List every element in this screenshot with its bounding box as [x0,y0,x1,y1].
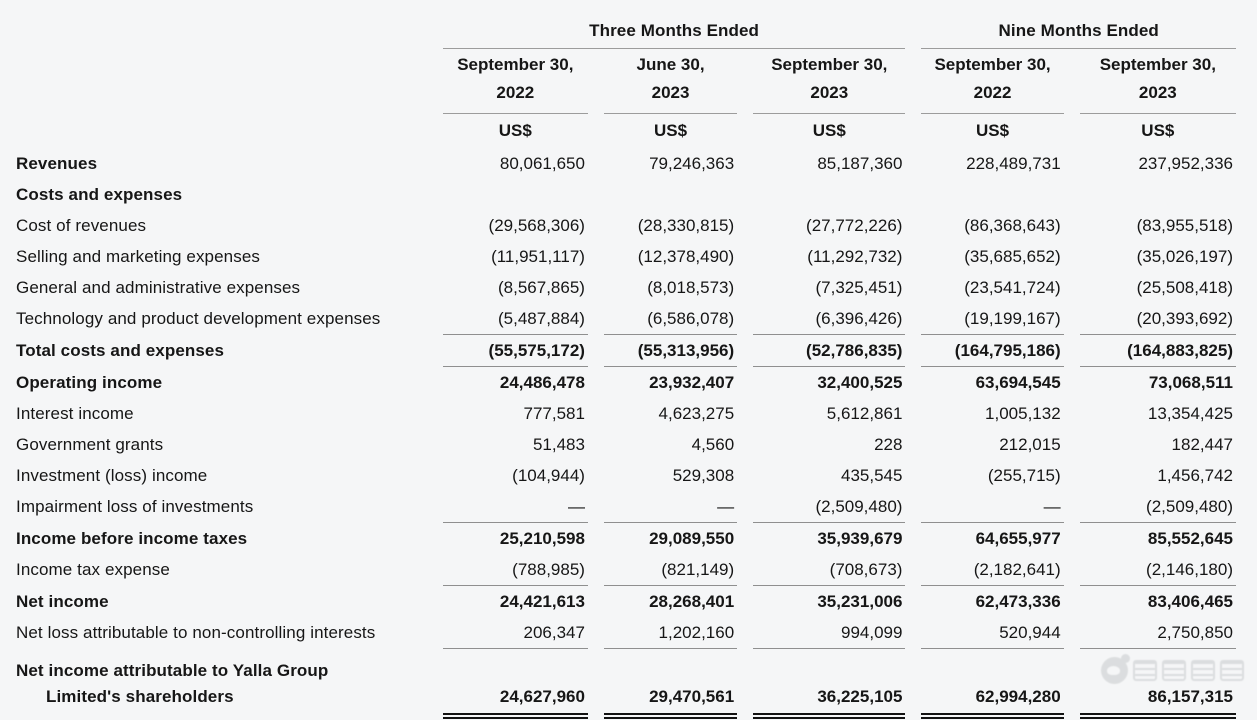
value-cell: (83,955,518) [1136,215,1233,235]
value-cell: (7,325,451) [815,277,903,297]
value-cell: 80,061,650 [499,153,585,173]
value-cell: 1,005,132 [985,403,1061,423]
table-row [16,649,1236,719]
row-label-text: Impairment loss of investments [16,497,254,516]
row-label [16,491,427,523]
date-line1: September 30, [1099,55,1216,74]
row-label [16,460,427,491]
value-cell: (20,393,692) [1080,303,1236,335]
date-line2: 2022 [973,83,1012,102]
value-cell: — [443,491,588,523]
value-cell: (23,541,724) [964,277,1061,297]
column-date-header [1080,49,1236,114]
value-cell: (6,396,426) [753,303,905,335]
row-label-text: Government grants [16,434,164,454]
value-cell: 32,400,525 [817,372,903,392]
currency-header: US$ [812,121,846,140]
value-cell: — [921,491,1063,523]
value-cell: (2,146,180) [1080,554,1236,586]
table-body [16,148,1236,719]
value-cell: 35,939,679 [817,528,903,548]
value-cell: 1,456,742 [1157,465,1233,485]
row-label [16,617,427,649]
value-cell: 24,627,960 [443,649,588,719]
value-cell: (8,018,573) [647,277,735,297]
value-cell: 64,655,977 [975,528,1061,548]
row-label [16,649,427,719]
currency-header: US$ [1141,121,1175,140]
row-label [16,554,427,586]
date-line2: 2022 [496,83,535,102]
currency-header: US$ [498,121,532,140]
row-label-text: Cost of revenues [16,215,147,235]
value-cell: 85,552,645 [1147,528,1233,548]
value-cell: 83,406,465 [1147,591,1233,611]
table-row [16,523,1236,554]
date-line2: 2023 [1138,83,1177,102]
table-row [16,367,1236,398]
value-cell: 51,483 [532,434,585,454]
column-date-header [604,49,737,114]
date-line1: September 30, [934,55,1051,74]
value-cell: (164,795,186) [921,335,1063,367]
value-cell: (2,182,641) [921,554,1063,586]
value-cell [921,179,1063,210]
value-cell: (27,772,226) [806,215,903,235]
value-cell: (6,586,078) [604,303,737,335]
row-label [16,367,427,398]
value-cell: (255,715) [987,465,1061,485]
value-cell: (788,985) [443,554,588,586]
value-cell: 228,489,731 [966,153,1061,173]
value-cell: 29,470,561 [604,649,737,719]
value-cell: 62,994,280 [921,649,1063,719]
value-cell: (164,883,825) [1080,335,1236,367]
table-row [16,586,1236,617]
row-label-text: Total costs and expenses [16,341,225,360]
row-label [16,398,427,429]
value-cell: 86,157,315 [1080,649,1236,719]
row-label-text: Technology and product development expenses [16,309,381,328]
corner-cell [16,114,427,148]
value-cell: (55,313,956) [604,335,737,367]
column-group-header: Three Months Ended [443,13,906,49]
row-label-text: Income tax expense [16,560,170,579]
table-row [16,272,1236,303]
value-cell: (2,509,480) [1080,491,1236,523]
date-line1: June 30, [636,55,705,74]
value-cell: 79,246,363 [649,153,735,173]
value-cell: (12,378,490) [637,246,735,266]
table-row [16,335,1236,367]
row-label [16,303,427,335]
value-cell: 435,545 [840,465,903,485]
table-row [16,491,1236,523]
value-cell: 206,347 [443,617,588,649]
value-cell: 63,694,545 [975,372,1061,392]
value-cell: (708,673) [753,554,905,586]
table-row [16,179,1236,210]
row-label-text: General and administrative expenses [16,277,301,297]
value-cell: (8,567,865) [498,277,585,297]
value-cell [1080,179,1236,210]
value-cell: 2,750,850 [1080,617,1236,649]
row-label [16,272,427,303]
table-row [16,148,1236,179]
value-cell: 4,560 [691,434,735,454]
table-row [16,554,1236,586]
column-date-header [443,49,588,114]
date-line1: September 30, [457,55,574,74]
row-label-text: Net loss attributable to non-controlling interests [16,623,376,642]
value-cell [604,179,737,210]
column-date-header [753,49,905,114]
value-cell: 5,612,861 [826,403,903,423]
value-cell: (821,149) [604,554,737,586]
table-row [16,617,1236,649]
row-label-text: Limited's shareholders [46,687,234,706]
value-cell: (55,575,172) [443,335,588,367]
value-cell: (52,786,835) [753,335,905,367]
value-cell: (86,368,643) [964,215,1061,235]
value-cell: 29,089,550 [649,528,735,548]
column-group-header: Nine Months Ended [921,13,1236,49]
value-cell: 212,015 [999,434,1061,454]
row-label [16,241,427,272]
date-line2: 2023 [651,83,690,102]
value-cell: 4,623,275 [658,403,735,423]
value-cell: — [604,491,737,523]
row-label-text: Selling and marketing expenses [16,246,260,266]
value-cell: (25,508,418) [1136,277,1233,297]
value-cell: (5,487,884) [443,303,588,335]
value-cell: 23,932,407 [649,372,735,392]
row-label-text: Revenues [16,153,98,173]
date-line2: 2023 [810,83,849,102]
value-cell: (28,330,815) [637,215,735,235]
row-label-text: Income before income taxes [16,528,248,548]
row-label [16,210,427,241]
value-cell: 85,187,360 [817,153,903,173]
value-cell: 182,447 [1171,434,1233,454]
row-label [16,523,427,554]
currency-header: US$ [654,121,688,140]
row-label [16,148,427,179]
table-head [16,13,1236,148]
value-cell: 994,099 [753,617,905,649]
row-label [16,429,427,460]
value-cell [753,179,905,210]
value-cell: (11,292,732) [807,246,903,266]
value-cell: 73,068,511 [1148,372,1233,392]
date-line1: September 30, [771,55,888,74]
value-cell: (35,685,652) [964,246,1061,266]
table-row [16,303,1236,335]
value-cell: 36,225,105 [753,649,905,719]
value-cell: 237,952,336 [1138,153,1233,173]
value-cell: 777,581 [523,403,585,423]
row-label-text: Interest income [16,403,134,423]
value-cell: 25,210,598 [499,528,585,548]
value-cell: 13,354,425 [1147,403,1233,423]
table-row [16,398,1236,429]
value-cell: 35,231,006 [817,591,903,611]
value-cell: (19,199,167) [921,303,1063,335]
value-cell: 529,308 [672,465,735,485]
row-label [16,586,427,617]
row-label [16,335,427,367]
row-label-text: Investment (loss) income [16,465,208,485]
row-label-text: Operating income [16,372,163,392]
value-cell: (35,026,197) [1136,246,1233,266]
currency-header: US$ [976,121,1010,140]
value-cell: 24,486,478 [499,372,585,392]
table-row [16,429,1236,460]
value-cell: 28,268,401 [649,591,735,611]
value-cell: (2,509,480) [753,491,905,523]
value-cell: 520,944 [921,617,1063,649]
income-statement-table [0,13,1252,719]
value-cell: (29,568,306) [488,215,585,235]
table-row [16,210,1236,241]
column-date-header [921,49,1063,114]
value-cell: 24,421,613 [499,591,585,611]
table-row [16,241,1236,272]
row-label-text: Net income [16,591,109,611]
corner-cell [16,49,427,114]
corner-cell [16,13,427,49]
row-label-text: Net income attributable to Yalla Group [16,661,329,680]
value-cell: (104,944) [512,465,585,485]
table-row [16,460,1236,491]
value-cell [443,179,588,210]
value-cell: 228 [874,434,903,454]
row-label-text: Costs and expenses [16,184,183,204]
value-cell: (11,951,117) [491,246,585,266]
value-cell: 1,202,160 [604,617,737,649]
row-label [16,179,427,210]
value-cell: 62,473,336 [975,591,1061,611]
